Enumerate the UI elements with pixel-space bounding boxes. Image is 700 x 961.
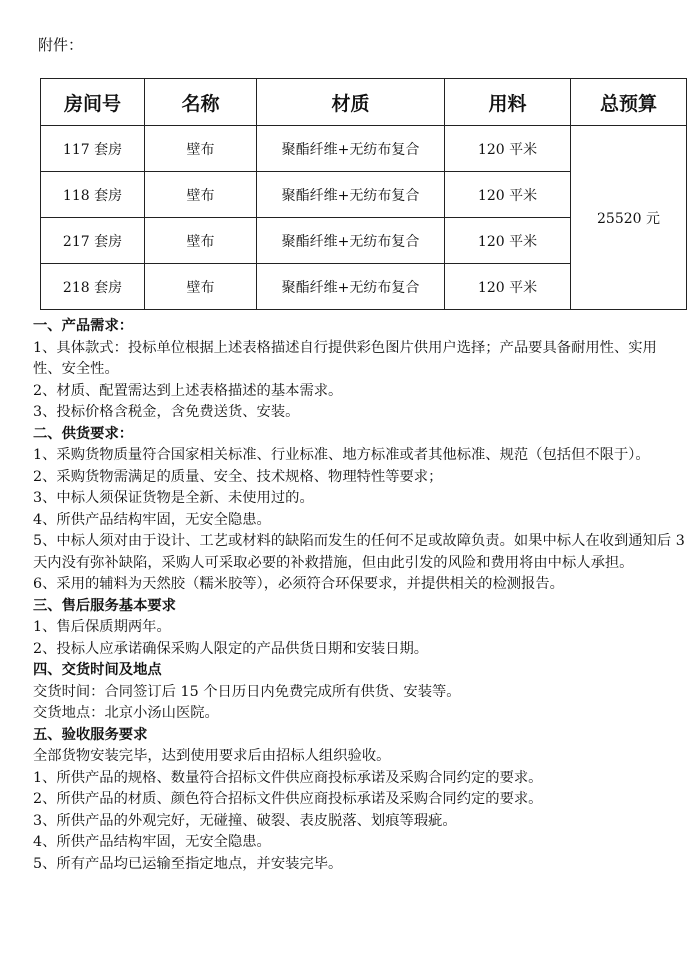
- cell-quantity: 120 平米: [445, 218, 571, 264]
- paragraph: 1、具体款式：投标单位根据上述表格描述自行提供彩色图片供用户选择；产品要具备耐用性、实用性、安全性。: [33, 339, 657, 377]
- paragraph: 4、所供产品结构牢固，无安全隐患。: [33, 834, 271, 850]
- paragraph: 3、投标价格含税金，含免费送货、安装。: [33, 404, 300, 420]
- cell-name: 壁布: [145, 264, 257, 310]
- paragraph: 3、中标人须保证货物是全新、未使用过的。: [33, 490, 314, 506]
- cell-quantity: 120 平米: [445, 172, 571, 218]
- paragraph: 2、材质、配置需达到上述表格描述的基本需求。: [33, 382, 343, 399]
- paragraph: 2、投标人应承诺确保采购人限定的产品供货日期和安装日期。: [33, 640, 429, 657]
- cell-material: 聚酯纤维+无纺布复合: [257, 172, 445, 218]
- header-quantity: 用料: [445, 79, 571, 126]
- table-row: [41, 126, 687, 172]
- paragraph: 1、售后保质期两年。: [33, 619, 171, 635]
- paragraph: 交货地点：北京小汤山医院。: [33, 705, 219, 721]
- cell-material: 聚酯纤维+无纺布复合: [257, 218, 445, 264]
- header-room: 房间号: [41, 79, 145, 126]
- paragraph: 2、所供产品的材质、颜色符合招标文件供应商投标承诺及采购合同约定的要求。: [33, 791, 543, 807]
- cell-room: 218 套房: [41, 264, 145, 310]
- cell-material: 聚酯纤维+无纺布复合: [257, 264, 445, 310]
- cell-total-budget: 25520 元: [571, 126, 687, 310]
- attachment-label: 附件：: [38, 36, 84, 54]
- header-material: 材质: [257, 79, 445, 126]
- paragraph: 5、中标人须对由于设计、工艺或材料的缺陷而发生的任何不足或故障负责。如果中标人在收到通知后 3 天内没有弥补缺陷，采购人可采取必要的补救措施，但由此引发的风险和费用将由中标人承担。: [33, 533, 685, 571]
- paragraph: 1、采购货物质量符合国家相关标准、行业标准、地方标准或者其他标准、规范（包括但不限于）。: [33, 447, 650, 463]
- requirements-text: [33, 316, 685, 875]
- section-heading: 五、验收服务要求: [33, 726, 148, 743]
- cell-room: 117 套房: [41, 126, 145, 172]
- spec-table: [40, 78, 687, 310]
- cell-quantity: 120 平米: [445, 126, 571, 172]
- section-heading: 三、售后服务基本要求: [33, 597, 176, 614]
- paragraph: 6、采用的辅料为天然胶（糯米胶等），必须符合环保要求，并提供相关的检测报告。: [33, 576, 564, 592]
- paragraph: 交货时间：合同签订后 15 个日历日内免费完成所有供货、安装等。: [33, 683, 461, 700]
- cell-name: 壁布: [145, 126, 257, 172]
- cell-name: 壁布: [145, 172, 257, 218]
- paragraph: 1、所供产品的规格、数量符合招标文件供应商投标承诺及采购合同约定的要求。: [33, 769, 543, 786]
- paragraph: 5、所有产品均已运输至指定地点，并安装完毕。: [33, 855, 343, 872]
- paragraph: 2、采购货物需满足的质量、安全、技术规格、物理特性等要求；: [33, 468, 443, 485]
- paragraph: 4、所供产品结构牢固，无安全隐患。: [33, 511, 271, 528]
- cell-material: 聚酯纤维+无纺布复合: [257, 126, 445, 172]
- paragraph: 全部货物安装完毕，达到使用要求后由招标人组织验收。: [33, 748, 391, 764]
- header-name: 名称: [145, 79, 257, 126]
- section-heading: 一、产品需求：: [33, 318, 134, 334]
- cell-quantity: 120 平米: [445, 264, 571, 310]
- cell-room: 118 套房: [41, 172, 145, 218]
- cell-name: 壁布: [145, 218, 257, 264]
- section-heading: 二、供货要求：: [33, 425, 134, 442]
- cell-room: 217 套房: [41, 218, 145, 264]
- header-budget: 总预算: [571, 79, 687, 126]
- table-header-row: [41, 79, 687, 126]
- section-heading: 四、交货时间及地点: [33, 662, 162, 678]
- paragraph: 3、所供产品的外观完好，无碰撞、破裂、表皮脱落、划痕等瑕疵。: [33, 812, 457, 829]
